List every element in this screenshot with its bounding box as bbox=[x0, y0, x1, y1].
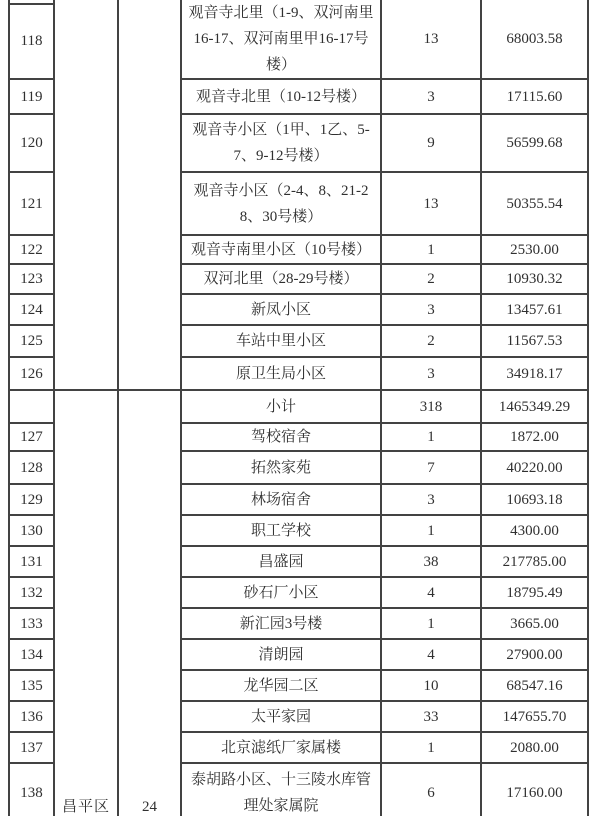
community-name-cell: 昌盛园 bbox=[181, 546, 381, 577]
amount-cell: 17115.60 bbox=[481, 79, 588, 114]
household-count-cell: 3 bbox=[381, 357, 481, 390]
row-number-cell: 130 bbox=[9, 515, 54, 546]
row-number-cell: 134 bbox=[9, 639, 54, 670]
community-name-cell: 原卫生局小区 bbox=[181, 357, 381, 390]
amount-cell: 17160.00 bbox=[481, 763, 588, 816]
household-count-cell: 13 bbox=[381, 172, 481, 235]
household-count-cell: 9 bbox=[381, 114, 481, 172]
household-count-cell: 1 bbox=[381, 732, 481, 763]
subtotal-amount-cell: 1465349.29 bbox=[481, 390, 588, 423]
community-name-cell: 观音寺南里小区（10号楼） bbox=[181, 235, 381, 264]
household-count-cell: 1 bbox=[381, 423, 481, 451]
amount-cell: 147655.70 bbox=[481, 701, 588, 732]
row-number-cell: 126 bbox=[9, 357, 54, 390]
amount-cell: 2530.00 bbox=[481, 235, 588, 264]
table-row-top-partial bbox=[9, 0, 588, 4]
community-name-cell: 拓然家苑 bbox=[181, 451, 381, 484]
community-name-cell: 双河北里（28-29号楼） bbox=[181, 264, 381, 294]
row-number-cell: 118 bbox=[9, 4, 54, 79]
community-name-cell: 新凤小区 bbox=[181, 294, 381, 325]
row-number-cell: 131 bbox=[9, 546, 54, 577]
household-count-cell: 38 bbox=[381, 546, 481, 577]
household-count-cell: 3 bbox=[381, 484, 481, 515]
household-count-cell: 7 bbox=[381, 451, 481, 484]
amount-cell: 3665.00 bbox=[481, 608, 588, 639]
district-cell-changping: 昌平区 bbox=[54, 390, 118, 816]
row-number-cell: 122 bbox=[9, 235, 54, 264]
household-count-cell: 3 bbox=[381, 294, 481, 325]
row-number-cell: 120 bbox=[9, 114, 54, 172]
household-count-cell: 3 bbox=[381, 79, 481, 114]
district-count-cell-changping: 24 bbox=[118, 390, 181, 816]
household-count-cell: 13 bbox=[381, 0, 481, 79]
row-number-cell: 125 bbox=[9, 325, 54, 357]
row-number-cell: 124 bbox=[9, 294, 54, 325]
community-name-cell: 北京滤纸厂家属楼 bbox=[181, 732, 381, 763]
community-name-cell: 清朗园 bbox=[181, 639, 381, 670]
community-name-cell: 职工学校 bbox=[181, 515, 381, 546]
amount-cell: 1872.00 bbox=[481, 423, 588, 451]
row-number-cell: 123 bbox=[9, 264, 54, 294]
amount-cell: 13457.61 bbox=[481, 294, 588, 325]
household-count-cell: 1 bbox=[381, 608, 481, 639]
row-number-cell: 121 bbox=[9, 172, 54, 235]
community-name-cell: 观音寺北里（10-12号楼） bbox=[181, 79, 381, 114]
amount-cell: 27900.00 bbox=[481, 639, 588, 670]
row-number-cell: 129 bbox=[9, 484, 54, 515]
subtotal-label-cell: 小计 bbox=[181, 390, 381, 423]
amount-cell: 4300.00 bbox=[481, 515, 588, 546]
community-name-cell: 观音寺北里（1-9、双河南里16-17、双河南里甲16-17号楼） bbox=[181, 0, 381, 79]
row-number-cell-empty bbox=[9, 390, 54, 423]
row-number-cell: 137 bbox=[9, 732, 54, 763]
community-name-cell: 车站中里小区 bbox=[181, 325, 381, 357]
row-number-cell: 138 bbox=[9, 763, 54, 816]
household-count-cell: 2 bbox=[381, 264, 481, 294]
household-count-cell: 4 bbox=[381, 577, 481, 608]
amount-cell: 68547.16 bbox=[481, 670, 588, 701]
household-count-cell: 2 bbox=[381, 325, 481, 357]
community-name-cell: 泰胡路小区、十三陵水库管理处家属院 bbox=[181, 763, 381, 816]
household-count-cell: 4 bbox=[381, 639, 481, 670]
row-number-cell: 127 bbox=[9, 423, 54, 451]
community-name-cell: 驾校宿舍 bbox=[181, 423, 381, 451]
row-number-cell: 132 bbox=[9, 577, 54, 608]
community-name-cell: 林场宿舍 bbox=[181, 484, 381, 515]
amount-cell: 10930.32 bbox=[481, 264, 588, 294]
row-number-cell: 119 bbox=[9, 79, 54, 114]
row-number-cell: 133 bbox=[9, 608, 54, 639]
district-cell-upper-group bbox=[54, 0, 118, 390]
district-count-cell-upper-group bbox=[118, 0, 181, 390]
amount-cell: 10693.18 bbox=[481, 484, 588, 515]
household-count-cell: 1 bbox=[381, 235, 481, 264]
household-count-cell: 6 bbox=[381, 763, 481, 816]
household-count-cell: 1 bbox=[381, 515, 481, 546]
community-name-cell: 新汇园3号楼 bbox=[181, 608, 381, 639]
amount-cell: 34918.17 bbox=[481, 357, 588, 390]
household-count-cell: 33 bbox=[381, 701, 481, 732]
community-name-cell: 龙华园二区 bbox=[181, 670, 381, 701]
community-name-cell: 砂石厂小区 bbox=[181, 577, 381, 608]
subtotal-count-cell: 318 bbox=[381, 390, 481, 423]
row-number-cell: 136 bbox=[9, 701, 54, 732]
row-number-cell: 135 bbox=[9, 670, 54, 701]
amount-cell: 40220.00 bbox=[481, 451, 588, 484]
amount-cell: 50355.54 bbox=[481, 172, 588, 235]
amount-cell: 11567.53 bbox=[481, 325, 588, 357]
row-number-cell: 128 bbox=[9, 451, 54, 484]
residential-subsidy-table bbox=[8, 0, 589, 816]
amount-cell: 2080.00 bbox=[481, 732, 588, 763]
household-count-cell: 10 bbox=[381, 670, 481, 701]
community-name-cell: 太平家园 bbox=[181, 701, 381, 732]
community-name-cell: 观音寺小区（1甲、1乙、5-7、9-12号楼） bbox=[181, 114, 381, 172]
amount-cell: 68003.58 bbox=[481, 0, 588, 79]
amount-cell: 18795.49 bbox=[481, 577, 588, 608]
amount-cell: 56599.68 bbox=[481, 114, 588, 172]
community-name-cell: 观音寺小区（2-4、8、21-28、30号楼） bbox=[181, 172, 381, 235]
amount-cell: 217785.00 bbox=[481, 546, 588, 577]
table-row-subtotal bbox=[9, 390, 588, 423]
